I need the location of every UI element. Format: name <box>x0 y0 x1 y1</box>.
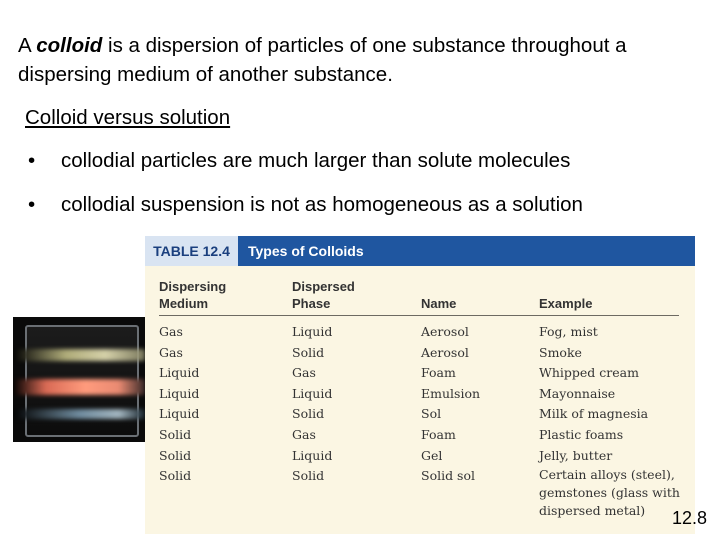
table-cell: Liquid <box>159 406 200 422</box>
table-cell: Fog, mist <box>539 324 598 339</box>
table-cell: Sol <box>421 406 442 422</box>
table-cell: Solid <box>292 344 325 360</box>
table-cell: Gas <box>159 344 183 360</box>
table-cell: Solid <box>159 468 192 484</box>
intro-term: colloid <box>36 34 103 57</box>
table-cell: Emulsion <box>421 385 481 401</box>
slide-number: 12.8 <box>671 508 707 528</box>
light-beam <box>13 349 145 361</box>
table-cell: Milk of magnesia <box>539 406 649 422</box>
table-cell: Gas <box>292 365 316 381</box>
column-header: Dispersed Phase <box>292 279 355 311</box>
light-beam <box>13 409 145 419</box>
column-header: Example <box>539 296 593 311</box>
table-cell: Liquid <box>292 385 333 401</box>
bullet-text: collodial suspension is not as homogeneous as a solution <box>61 193 583 216</box>
table-cell: Liquid <box>292 324 333 339</box>
table-cell: Solid <box>159 447 192 463</box>
colloid-types-table <box>145 236 695 534</box>
table-title: Types of Colloids <box>248 243 364 259</box>
table-cell: Solid sol <box>421 468 475 484</box>
bullet-marker: • <box>28 193 36 216</box>
table-cell: Liquid <box>292 447 333 463</box>
colloid-photo <box>13 317 145 442</box>
table-cell: Solid <box>292 468 325 484</box>
table-cell: Liquid <box>159 365 200 381</box>
table-cell: Gas <box>159 324 183 339</box>
table-cell: Jelly, butter <box>539 447 613 463</box>
table-cell: Solid <box>292 406 325 422</box>
column-header: Dispersing Medium <box>159 279 227 311</box>
table-cell: Certain alloys (steel), gemstones (glass with dispersed metal) <box>539 467 680 519</box>
table-cell: Foam <box>421 365 456 381</box>
table-cell: Smoke <box>539 344 582 360</box>
table-cell: Liquid <box>159 385 200 401</box>
header-rule <box>159 315 679 316</box>
table-cell: Plastic foams <box>539 427 624 442</box>
table-cell: Mayonnaise <box>539 385 616 401</box>
column-header: Name <box>421 296 457 311</box>
table-number: TABLE 12.4 <box>145 236 238 266</box>
table-cell: Gas <box>292 427 316 442</box>
table-cell: Whipped cream <box>539 365 639 381</box>
section-subheading: Colloid versus solution <box>25 106 231 129</box>
table-header-bar <box>145 236 695 266</box>
intro-suffix: is a dispersion of particles of one substance throughout a dispersing medium of another substance. <box>18 34 627 86</box>
bullet-marker: • <box>28 149 36 172</box>
intro-paragraph <box>18 31 708 89</box>
table-cell: Aerosol <box>421 344 469 360</box>
intro-prefix: A <box>18 34 37 57</box>
table-cell: Aerosol <box>421 324 469 339</box>
table-cell: Gel <box>421 447 443 463</box>
table-cell: Foam <box>421 427 456 442</box>
table-cell: Solid <box>159 427 192 442</box>
bullet-text: collodial particles are much larger than solute molecules <box>61 149 571 172</box>
light-beam <box>13 379 145 395</box>
